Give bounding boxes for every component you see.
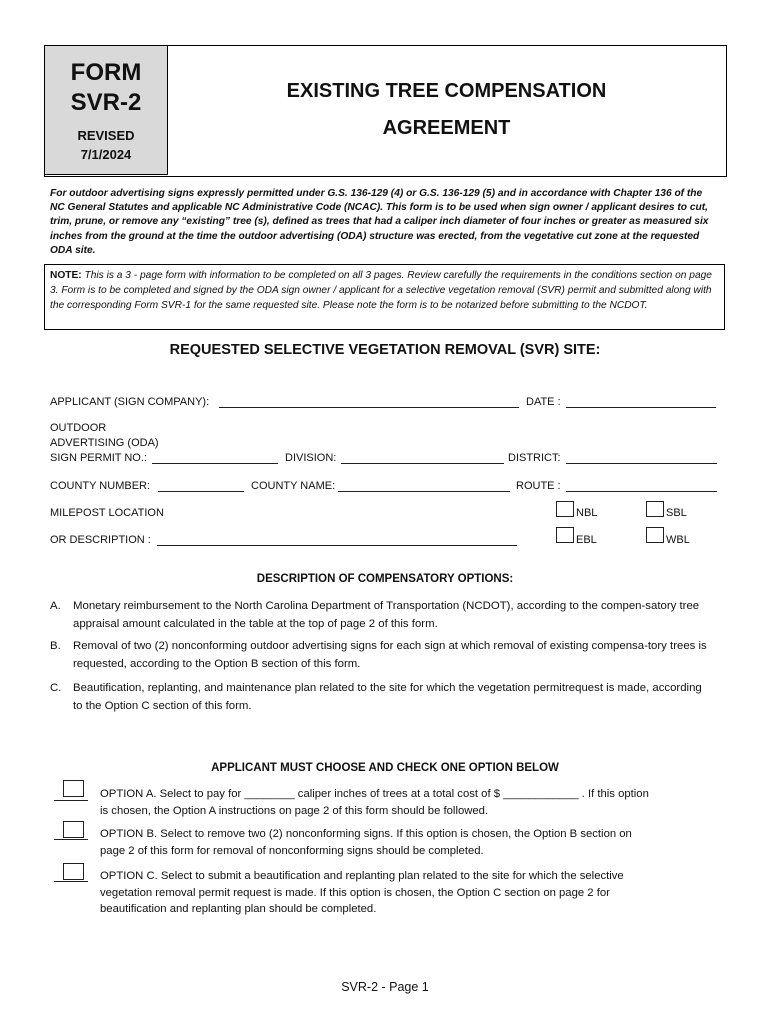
intro-paragraph: For outdoor advertising signs expressly permitted under G.S. 136-129 (4) or G.S. 136-129 (5) and in accordance with Chapter 136 of the NC General Statutes and applicable NC Administrative Code (NCAC). This form is to be used when sign owner / applicant desires to cut, trim, prune, or remove any “existing” tree (s), defined as trees that had a caliper inch diameter of four inches or greater as measured six inches from the ground at the time the outdoor advertising (ODA) structure was erected, from the vegetative cut zone at the requested ODA site. [50,188,709,256]
division-label: DIVISION: [285,452,337,464]
option-c-line-3: beautification and replanting plan should be completed. [100,903,377,915]
option-text: Monetary reimbursement to the North Carolina Department of Transportation (NCDOT), according to the compen-satory tree appraisal amount calculated in the table at the top of page 2 of this form. [73,600,700,630]
choice-heading: APPLICANT MUST CHOOSE AND CHECK ONE OPTION BELOW [211,762,559,774]
revised-date: 7/1/2024 [80,147,132,162]
option-c-line-1: OPTION C. Select to submit a beautification and replanting plan related to the site for which the selective [100,870,624,882]
nbl-label: NBL [576,507,598,519]
option-a-line [54,799,88,801]
option-b-line-1: OPTION B. Select to remove two (2) nonconforming signs. If this option is chosen, the Option B section on [100,828,632,840]
title-line-2: AGREEMENT [382,117,511,139]
date-label: DATE : [526,396,561,408]
option-c-checkbox[interactable] [63,863,84,880]
applicant-label: APPLICANT (SIGN COMPANY): [50,396,210,408]
ebl-checkbox[interactable] [556,527,574,543]
description-heading: DESCRIPTION OF COMPENSATORY OPTIONS: [256,573,514,585]
district-label: DISTRICT: [508,452,561,464]
wbl-label: WBL [666,534,690,546]
county-name-label: COUNTY NAME: [251,480,336,492]
revised-label: REVISED [77,128,135,143]
wbl-checkbox[interactable] [646,527,664,543]
page-title [168,45,725,147]
option-text: Beautification, replanting, and maintenance plan related to the site for which the vegetation permitrequest is made, according to the Option C section of this form. [73,682,702,712]
note-text: This is a 3 - page form with information to be completed on all 3 pages. Review carefully the requirements in the conditions section on page 3. Form is to be completed and signed by the ODA sign owner / applicant for a selective vegetation removal (SVR) permit and submitted along with the corresponding Form SVR-1 for the same requested site. Please note the form is to be notarized before submitting to the NCDOT. [50,270,712,312]
oda-label-line-1: OUTDOOR [50,422,107,434]
option-letter: C. [50,682,62,694]
option-a-checkbox[interactable] [63,780,84,797]
date-field[interactable] [566,395,716,408]
option-c-line [54,880,88,882]
option-letter: B. [50,640,61,652]
nbl-checkbox[interactable] [556,501,574,517]
form-id-box [44,45,168,175]
description-label: OR DESCRIPTION : [50,534,151,546]
form-label: FORM [70,59,142,86]
oda-permit-field[interactable] [152,451,278,464]
county-number-label: COUNTY NUMBER: [50,480,151,492]
district-field[interactable] [566,451,717,464]
county-name-field[interactable] [338,479,510,492]
option-c-line-2: vegetation removal permit request is made. If this option is chosen, the Option C section on page 2 for [100,886,610,899]
option-a-text [100,786,720,819]
option-text: Removal of two (2) nonconforming outdoor advertising signs for each sign at which removal of existing compensa-tory trees is requested, according to the Option B section of this form. [73,640,707,670]
ebl-label: EBL [576,534,597,546]
sbl-checkbox[interactable] [646,501,664,517]
option-a-line-2: is chosen, the Option A instructions on page 2 of this form should be followed. [100,804,489,817]
description-field[interactable] [157,533,517,546]
division-field[interactable] [341,451,504,464]
route-label: ROUTE : [516,480,561,492]
svr-site-heading: REQUESTED SELECTIVE VEGETATION REMOVAL (SVR) SITE: [169,342,601,358]
option-letter: A. [50,600,61,612]
option-a-line-1: OPTION A. Select to pay for ________ caliper inches of trees at a total cost of $ ____________ . If this option [100,788,649,800]
list-item [50,598,710,633]
note-label: NOTE: [50,270,82,281]
title-line-1: EXISTING TREE COMPENSATION [286,80,607,102]
note-box [44,264,725,330]
option-b-line-2: page 2 of this form for removal of nonconforming signs should be completed. [100,844,484,857]
applicant-field[interactable] [219,395,519,408]
option-c-text [100,868,720,918]
option-b-checkbox[interactable] [63,821,84,838]
county-number-field[interactable] [158,479,244,492]
option-b-line [54,838,88,840]
route-field[interactable] [566,479,717,492]
form-number: SVR-2 [70,89,142,116]
oda-permit-label: SIGN PERMIT NO.: [50,452,147,464]
list-item [50,638,710,673]
list-item [50,680,710,715]
milepost-label: MILEPOST LOCATION [50,507,164,519]
oda-label-line-2: ADVERTISING (ODA) [50,437,159,449]
option-b-text [100,826,720,859]
sbl-label: SBL [666,507,687,519]
page-footer: SVR-2 - Page 1 [341,980,429,994]
